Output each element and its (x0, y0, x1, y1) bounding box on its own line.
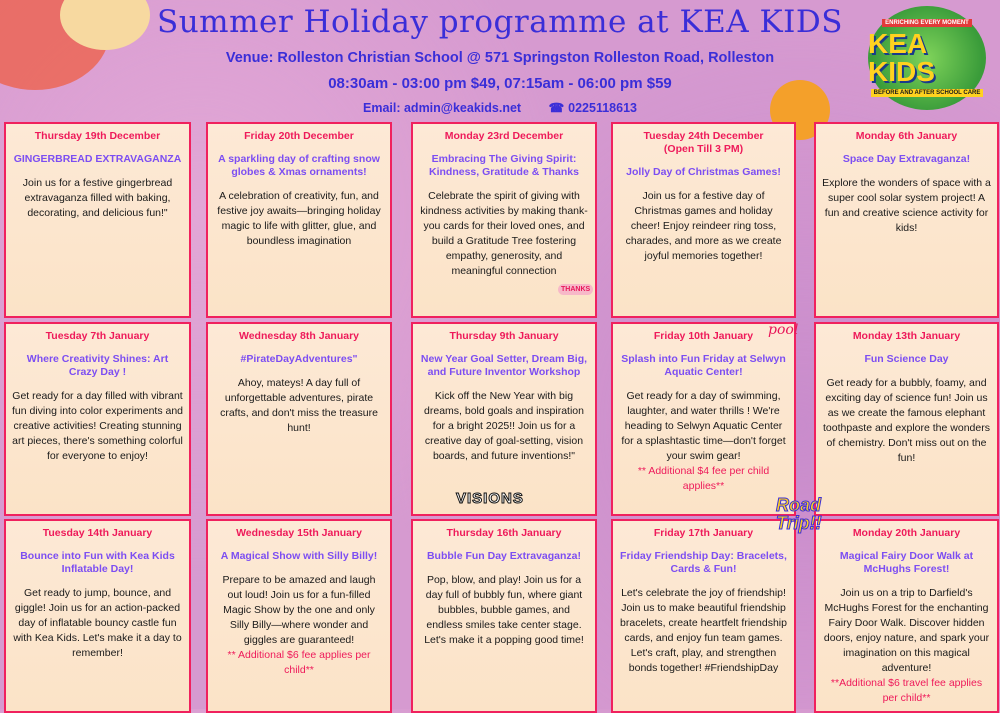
day-activity-title: New Year Goal Setter, Dream Big, and Future Inventor Workshop (420, 353, 588, 378)
day-activity-title: Space Day Extravaganza! (842, 153, 971, 165)
day-description: Let's celebrate the joy of friendship! Join us to make beautiful friendship bracelets, create heartfelt friendship cards, and enjoy fun team games. Let's craft, play, and strengthen bonds together! #FriendshipDay (620, 587, 787, 674)
day-card (611, 122, 796, 318)
day-date: Tuesday 24th December (Open Till 3 PM) (643, 130, 764, 155)
day-fee-note: ** Additional $6 fee applies per child** (227, 649, 371, 676)
day-card (611, 519, 796, 713)
day-date: Monday 6th January (855, 130, 958, 142)
day-description: A celebration of creativity, fun, and festive joy awaits—bringing holiday magic to life with glitter, glue, and boundless imagination (217, 190, 381, 247)
day-activity-title: Fun Science Day (864, 353, 949, 365)
day-card (814, 519, 999, 713)
day-activity-title: Where Creativity Shines: Art Crazy Day ! (26, 353, 169, 378)
day-card (4, 519, 191, 713)
venue-text: Venue: Rolleston Christian School @ 571 Springston Rolleston Road, Rolleston (225, 50, 775, 66)
day-card (814, 122, 999, 318)
day-description: Pop, blow, and play! Join us for a day full of bubbly fun, where giant bubbles, bubble games, and endless smiles take center stage. Let's make it a popping good time! (424, 574, 584, 646)
day-activity-title: Embracing The Giving Spirit: Kindness, Gratitude & Thanks (429, 153, 579, 178)
day-activity-title: A sparkling day of crafting snow globes & Xmas ornaments! (218, 153, 380, 178)
page-title: Summer Holiday programme at KEA KIDS (156, 4, 843, 40)
logo-subtitle: BEFORE AND AFTER SCHOOL CARE (871, 89, 984, 97)
day-description: Get ready for a day filled with vibrant fun diving into color experiments and creative activities! Creating stunning art pieces, there's something colorful for everyone to enjoy! (12, 390, 184, 462)
road-trip-sticker: Road Trip!! (776, 495, 822, 533)
email-link[interactable]: Email: admin@keakids.net (363, 101, 522, 115)
day-card (206, 519, 392, 713)
day-activity-title: Bounce into Fun with Kea Kids Inflatable Day! (20, 550, 175, 575)
day-card (814, 322, 999, 516)
phone-number[interactable] (549, 101, 637, 115)
day-description: Prepare to be amazed and laugh out loud! Join us for a fun-filled Magic Show by the one and only Silly Billy—where wonder and giggles are guaranteed! (222, 574, 376, 646)
day-activity-title: GINGERBREAD EXTRAVAGANZA (13, 153, 182, 165)
day-card (4, 322, 191, 516)
day-description: Join us for a festive day of Christmas games and holiday cheer! Enjoy reindeer ring toss, charades, and more as we create joyful memories together! (625, 190, 782, 262)
day-description: Get ready for a day of swimming, laughter, and water thrills ! We're heading to Selwyn Aquatic Center for a splashtastic time—don't forget your swim gear! (621, 390, 786, 462)
logo-tagline: ENRICHING EVERY MOMENT (882, 19, 972, 27)
day-date: Friday 20th December (244, 130, 354, 142)
phone-text: 0225118613 (568, 101, 637, 115)
day-description: Join us on a trip to Darfield's McHughs Forest for the enchanting Fairy Door Walk. Discover hidden doors, enjoy nature, and spark your imagination on this magical adventure! (823, 587, 990, 674)
day-activity-title: Magical Fairy Door Walk at McHughs Forest! (839, 550, 974, 575)
day-description: Explore the wonders of space with a super cool solar system project! A fun and creative science activity for kids! (822, 177, 991, 234)
day-date: Monday 13th January (852, 330, 961, 342)
day-activity-title: Splash into Fun Friday at Selwyn Aquatic Center! (621, 353, 786, 378)
day-date: Thursday 19th December (34, 130, 161, 142)
day-card (4, 122, 191, 318)
day-description: Join us for a festive gingerbread extravaganza filled with baking, decorating, and delicious fun!" (22, 177, 173, 219)
kea-kids-logo (868, 6, 986, 110)
day-activity-title: Friday Friendship Day: Bracelets, Cards & Fun! (620, 550, 787, 575)
day-description: Celebrate the spirit of giving with kindness activities by making thank-you cards for their loved ones, and build a Gratitude Tree fostering empathy, generosity, and meaningful connection (420, 190, 588, 277)
day-activity-title: A Magical Show with Silly Billy! (220, 550, 378, 562)
day-description: Ahoy, mateys! A day full of unforgettable adventures, pirate crafts, and don't miss the treasure hunt! (220, 377, 378, 434)
day-date: Thursday 16th January (446, 527, 562, 539)
day-description: Get ready to jump, bounce, and giggle! Join us for an action-packed day of inflatable bouncy castle fun with Kea Kids. Let's make it a day to remember! (13, 587, 182, 659)
day-card (206, 322, 392, 516)
pool-sticker: pool (768, 322, 799, 338)
day-date: Friday 10th January (653, 330, 754, 342)
day-date: Tuesday 14th January (42, 527, 153, 539)
day-card (411, 519, 597, 713)
day-date: Tuesday 7th January (45, 330, 150, 342)
day-card (411, 322, 597, 516)
phone-icon: ☎ (548, 101, 565, 115)
day-description: Kick off the New Year with big dreams, bold goals and inspiration for a bright 2025!! Join us for a creative day of goal-setting, vision boards, and future inventions!" (424, 390, 584, 462)
day-card (206, 122, 392, 318)
day-date: Wednesday 8th January (238, 330, 360, 342)
day-date: Wednesday 15th January (236, 527, 362, 539)
day-description: Get ready for a bubbly, foamy, and exciting day of science fun! Join us as we create the famous elephant toothpaste and explore the wonders of chemistry. Don't miss out on the fun! (823, 377, 990, 464)
day-activity-title: Jolly Day of Christmas Games! (626, 166, 781, 178)
day-date: Monday 23rd December (444, 130, 564, 142)
day-activity-title: #PirateDayAdventures" (240, 353, 358, 365)
thanks-sticker: THANKS (558, 284, 593, 295)
day-card (611, 322, 799, 516)
day-date: Friday 17th January (653, 527, 754, 539)
logo-name: KEA KIDS (868, 28, 935, 87)
day-fee-note: **Additional $6 travel fee applies per child** (830, 677, 983, 704)
day-activity-title: Bubble Fun Day Extravaganza! (426, 550, 582, 562)
day-date: Monday 20th January (852, 527, 961, 539)
times-prices: 08:30am - 03:00 pm $49, 07:15am - 06:00 pm $59 (328, 75, 672, 92)
contact-line (0, 100, 1000, 115)
day-date: Thursday 9th January (449, 330, 559, 342)
day-fee-note: ** Additional $4 fee per child applies** (637, 465, 770, 492)
visions-sticker: VISIONS (456, 490, 524, 507)
